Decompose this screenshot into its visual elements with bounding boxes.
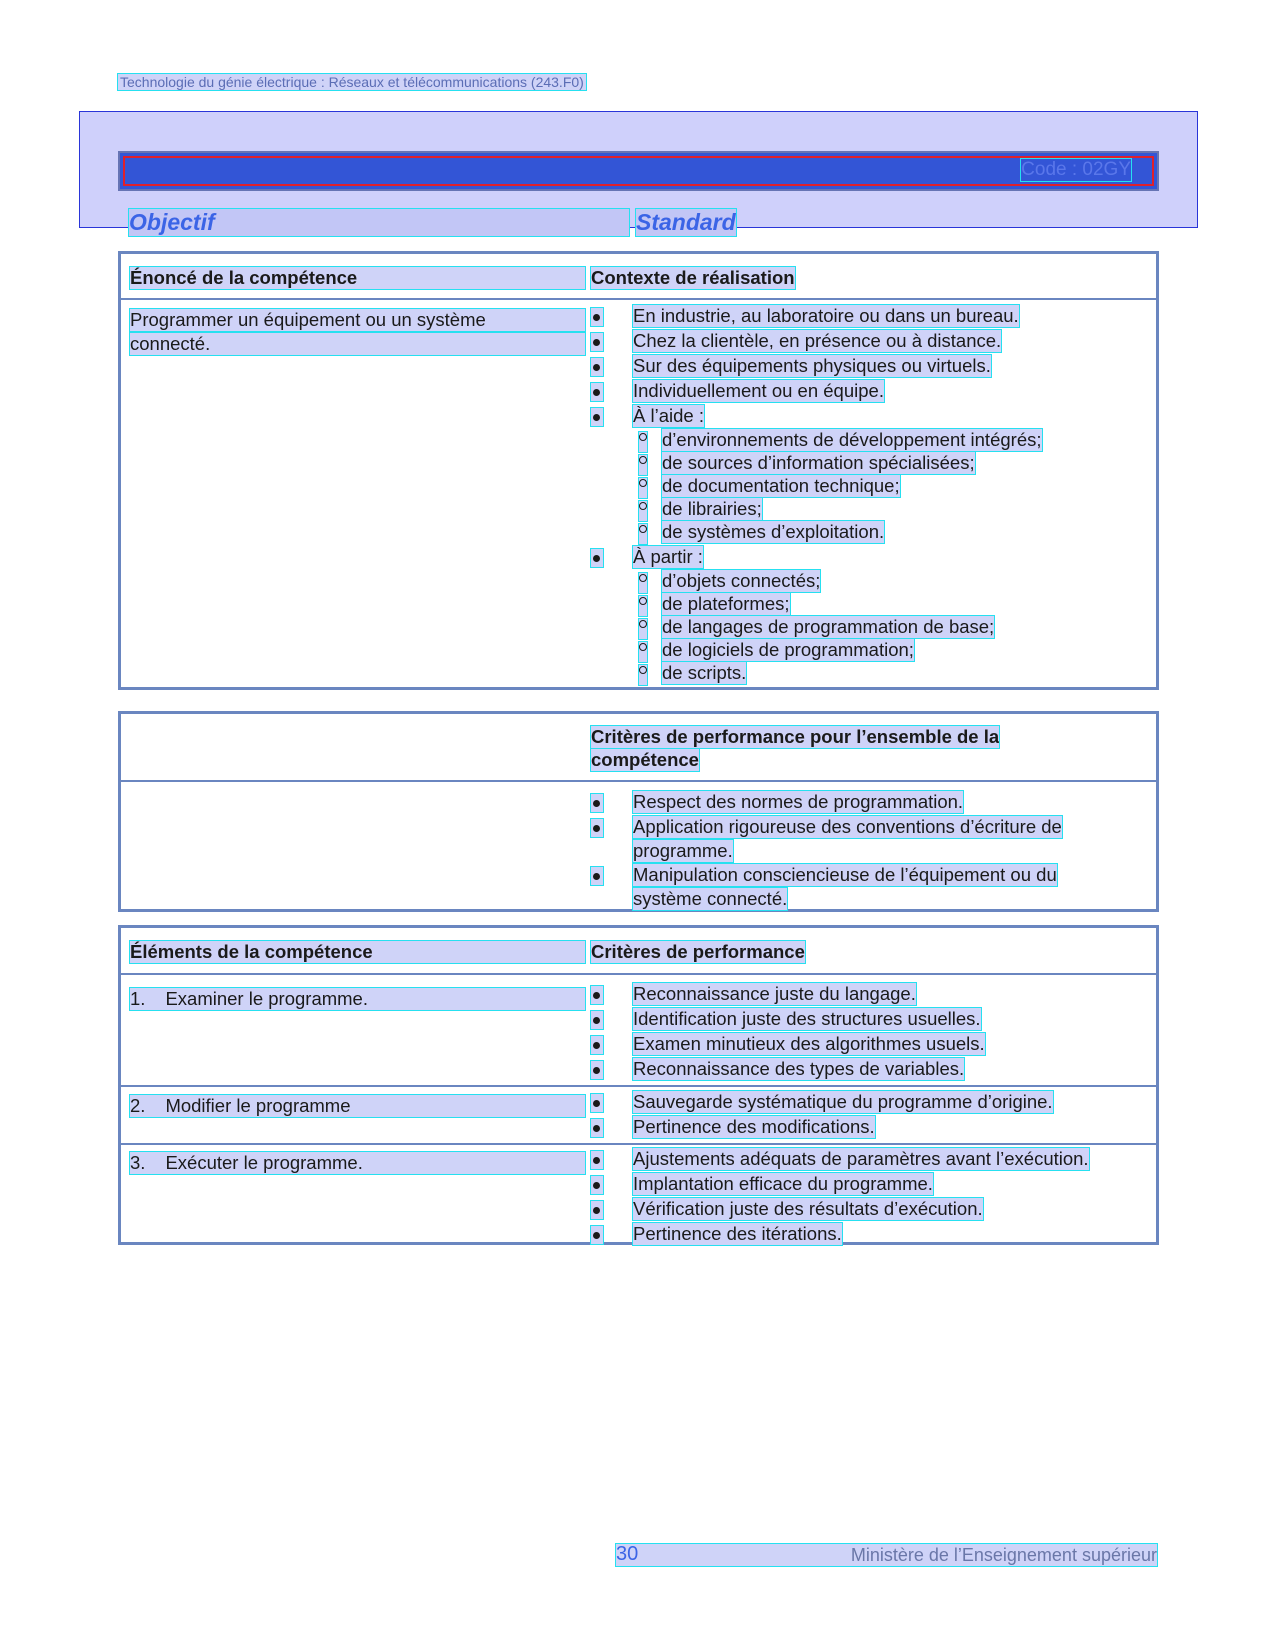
- bullet-icon: [593, 314, 600, 321]
- circle-bullet-icon: [639, 479, 647, 487]
- bullet-icon: [593, 1232, 600, 1239]
- competence-statement-line1: Programmer un équipement ou un système: [130, 309, 585, 331]
- element-row-label: [130, 1095, 585, 1117]
- bullet-icon: [593, 339, 600, 346]
- objectif-title: Objectif: [129, 209, 629, 236]
- bullet-icon: [593, 1157, 600, 1164]
- element-label: Exécuter le programme.: [165, 1152, 363, 1173]
- criterion: Reconnaissance des types de variables.: [633, 1058, 965, 1079]
- criteria-ensemble-item: Manipulation consciencieuse de l’équipement ou du: [633, 864, 1057, 885]
- element-number: 2.: [130, 1095, 146, 1116]
- context-item: Chez la clientèle, en présence ou à distance.: [633, 330, 1002, 351]
- page-number: 30: [616, 1543, 639, 1565]
- aide-sub-item: d’environnements de développement intégrés;: [662, 429, 1042, 450]
- circle-bullet-icon: [639, 643, 647, 651]
- circle-bullet-icon: [639, 620, 647, 628]
- bullet-icon: [593, 1100, 600, 1107]
- code-bar: [118, 151, 1159, 191]
- circle-bullet-icon: [639, 502, 647, 510]
- bullet-icon: [593, 1017, 600, 1024]
- criterion: Pertinence des modifications.: [633, 1116, 875, 1137]
- aide-sub-item: de sources d’information spécialisées;: [662, 452, 975, 473]
- aide-sub-item: de systèmes d’exploitation.: [662, 521, 885, 542]
- contexte-header: Contexte de réalisation: [591, 267, 795, 288]
- elements-header-divider: [121, 973, 1156, 975]
- context-item-aide: À l’aide :: [633, 405, 704, 426]
- program-header: Technologie du génie électrique : Réseaux et télécommunications (243.F0): [120, 74, 584, 90]
- criteres-ensemble-table: [118, 711, 1159, 912]
- criteres-header: Critères de performance: [591, 941, 805, 962]
- code-bar-frame: [123, 156, 1154, 186]
- criteres-ensemble-divider: [121, 780, 1156, 782]
- criterion: Pertinence des itérations.: [633, 1223, 842, 1244]
- element-label: Examiner le programme.: [165, 988, 368, 1009]
- bullet-icon: [593, 1182, 600, 1189]
- criterion: Ajustements adéquats de paramètres avant l’exécution.: [633, 1148, 1089, 1169]
- element-label: Modifier le programme: [165, 1095, 351, 1116]
- bullet-icon: [593, 555, 600, 562]
- criterion: Vérification juste des résultats d’exécution.: [633, 1198, 983, 1219]
- criteria-ensemble-item: Application rigoureuse des conventions d’écriture de: [633, 816, 1062, 837]
- partir-sub-item: de logiciels de programmation;: [662, 639, 914, 660]
- context-item: Sur des équipements physiques ou virtuels.: [633, 355, 991, 376]
- element-number: 1.: [130, 988, 146, 1009]
- partir-sub-item: de plateformes;: [662, 593, 790, 614]
- bullet-icon: [593, 992, 600, 999]
- aide-sub-item: de librairies;: [662, 498, 762, 519]
- elements-header: Éléments de la compétence: [130, 941, 585, 963]
- enonce-header: Énoncé de la compétence: [130, 267, 585, 289]
- enonce-table: [118, 251, 1159, 690]
- ministry-footer: Ministère de l’Enseignement supérieur: [850, 1545, 1157, 1565]
- standard-title: Standard: [636, 209, 736, 235]
- bullet-icon: [593, 800, 600, 807]
- bullet-icon: [593, 1067, 600, 1074]
- criterion: Reconnaissance juste du langage.: [633, 983, 916, 1004]
- bullet-icon: [593, 873, 600, 880]
- competence-statement-line2: connecté.: [130, 333, 585, 355]
- element-row-label: [130, 988, 585, 1010]
- circle-bullet-icon: [639, 597, 647, 605]
- circle-bullet-icon: [639, 525, 647, 533]
- competence-code: Code : 02GY: [1021, 159, 1131, 180]
- criterion: Identification juste des structures usuelles.: [633, 1008, 981, 1029]
- partir-sub-item: d’objets connectés;: [662, 570, 821, 591]
- bullet-icon: [593, 414, 600, 421]
- criterion: Examen minutieux des algorithmes usuels.: [633, 1033, 985, 1054]
- circle-bullet-icon: [639, 456, 647, 464]
- aide-sub-item: de documentation technique;: [662, 475, 900, 496]
- criterion: Implantation efficace du programme.: [633, 1173, 933, 1194]
- element-number: 3.: [130, 1152, 146, 1173]
- element-divider: [121, 1143, 1156, 1145]
- criteres-ensemble-header-line1: Critères de performance pour l’ensemble de la: [591, 726, 1000, 747]
- criteria-ensemble-item-cont: programme.: [633, 840, 733, 861]
- partir-sub-item: de langages de programmation de base;: [662, 616, 995, 637]
- bullet-icon: [593, 389, 600, 396]
- bullet-icon: [593, 1125, 600, 1132]
- criterion: Sauvegarde systématique du programme d’origine.: [633, 1091, 1053, 1112]
- element-divider: [121, 1085, 1156, 1087]
- circle-bullet-icon: [639, 433, 647, 441]
- circle-bullet-icon: [639, 666, 647, 674]
- bullet-icon: [593, 1042, 600, 1049]
- criteres-ensemble-header-line2: compétence: [591, 749, 699, 770]
- context-item: En industrie, au laboratoire ou dans un bureau.: [633, 305, 1019, 326]
- context-item: Individuellement ou en équipe.: [633, 380, 884, 401]
- bullet-icon: [593, 1207, 600, 1214]
- criteria-ensemble-item-cont: système connecté.: [633, 888, 788, 909]
- enonce-header-divider: [121, 298, 1156, 300]
- criteria-ensemble-item: Respect des normes de programmation.: [633, 791, 964, 812]
- bullet-icon: [593, 825, 600, 832]
- circle-bullet-icon: [639, 574, 647, 582]
- bullet-icon: [593, 364, 600, 371]
- element-row-label: [130, 1152, 585, 1174]
- context-item-partir: À partir :: [633, 546, 703, 567]
- partir-sub-item: de scripts.: [662, 662, 747, 683]
- elements-table: [118, 925, 1159, 1245]
